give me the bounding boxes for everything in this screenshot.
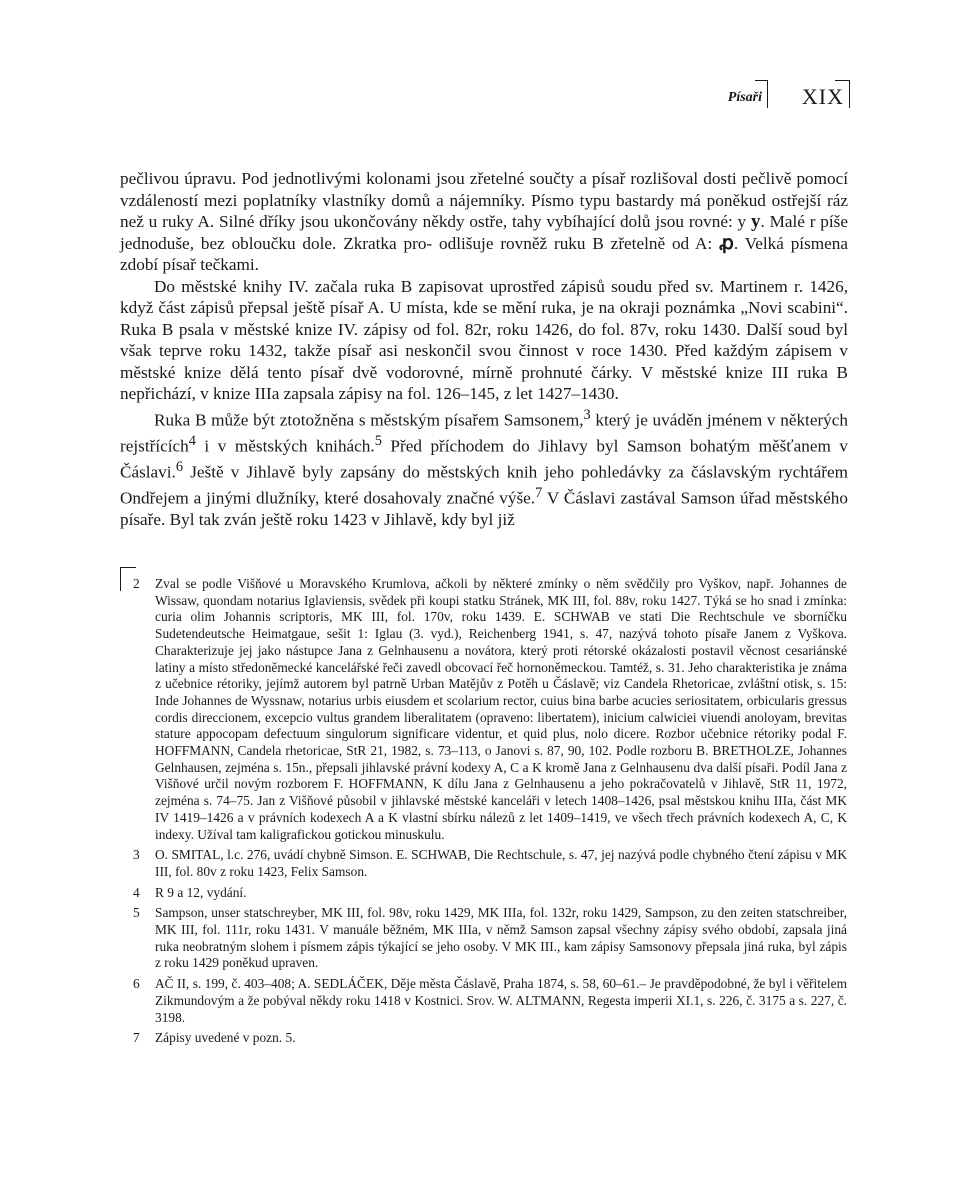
- footnote-text: Sampson, unser statschreyber, MK III, fol. 98v, roku 1429, MK IIIa, fol. 132r, roku 1429, Sampson, zu den zeiten statschreiber, MK III, fol. 111r, roku 1431. V manuále běžném, MK IIIa, v němž Samson zapsal všechny zápisy svého období, zapsala jiná ruka neobratným slohem i písmem zápis týkající se jeho osoby. V MK III., kam zápisy Samsonovy přepsala jiná ruka, byl zápis z roku 1429 poněkud upraven.: [155, 905, 847, 971]
- footnote-number: 3: [133, 847, 140, 863]
- footnote-ref-6[interactable]: 6: [175, 458, 184, 475]
- page-number: XIX: [801, 84, 844, 109]
- footnotes: [133, 576, 847, 1051]
- footnote-ref-5[interactable]: 5: [374, 432, 382, 449]
- footnote-ref-7[interactable]: 7: [535, 485, 543, 502]
- footnote-ref-3[interactable]: 3: [583, 406, 591, 423]
- text-run: Ruka B může být ztotožněna s městským písařem Samsonem,: [154, 410, 584, 430]
- section-title: Písaři: [727, 90, 762, 105]
- footnote: [133, 847, 847, 880]
- footnote-number: 7: [133, 1030, 140, 1046]
- footnote: [133, 576, 847, 843]
- letter-y-sample-glyph: y: [750, 211, 761, 232]
- main-text: [120, 168, 848, 531]
- text-run: V Čáslavi zastával Samson úřad městského písaře. Byl tak zván ještě roku 1423 v Jihlavě, kdy byl již: [120, 488, 848, 530]
- footnote-ref-4[interactable]: 4: [188, 432, 196, 449]
- footnote-text: O. SMITAL, l.c. 276, uvádí chybně Simson. E. SCHWAB, Die Rechtschule, s. 47, jej nazývá podle chybného čtení zápisu v MK III, fol. 80v z roku 1423, Felix Samson.: [155, 847, 847, 879]
- text-run: Před příchodem do Jihlavy byl Samson bohatým měšťanem v Čáslavi.: [120, 436, 848, 482]
- text-run: Ještě v Jihlavě byly zapsány do městských knih jeho pohledávky za čáslavským rychtářem Ondřejem a jinými dlužníky, které dosahovaly značné výše.: [120, 462, 848, 508]
- text-run: který je uváděn jménem v některých rejstřících: [120, 410, 848, 456]
- text-run: pečlivou úpravu. Pod jednotlivými kolonami jsou zřetelné součty a písař rozlišoval dosti pečlivě pomocí vzdáleností mezi poplatníky vlastníky domů a nájemníky. Písmo typu bastardy má poněkud ostřejší ráz než u ruky A. Silné dříky jsou ukončovány někdy ostře, tahy vybíhající dolů jsou rovné: y: [120, 169, 848, 231]
- running-header: [690, 80, 850, 110]
- footnote-text: R 9 a 12, vydání.: [155, 884, 247, 900]
- footnote-text: Zval se podle Višňové u Moravského Krumlova, ačkoli by některé zmínky o něm svědčily pro Vyškov, např. Johannes de Wissaw, quondam notarius Iglaviensis, svědek při koupi statku Stránek, MK III, fol. 88v, roku 1427. Týká se ho snad i zmínka: curia olim Johannis scriptoris, MK III, fol. 170v, roku 1439. E. SCHWAB ve stati Die Rechtschule ve sborníčku Sudetendeutsche Heimatgaue, sešit 1: Iglau (3. vyd.), Reichenberg 1941, s. 47, nazývá tohoto písaře Janem z Vyškova. Charakterizuje jej jako nástupce Jana z Gelnhausenu a novátora, který proti rétorské okázalosti postavil věcnost cesariánské latiny a místo středoněmecké kancelářské řeči zavedl obcovací řeč hornoněmeckou. Tamtéž, s. 31. Jeho charakteristika je známa z učebnice rétoriky, jejímž autorem byl patrně Urban Matějův z Potěh u Čáslavě; viz Candela Rhetoricae, zvláštní otisk, s. 15: Inde Johannes de Wyssnaw, notarius urbis eiusdem et scolarium rector, cuius bina barbe acucies seriositatem, orbicularis gressus cordis direccionem, excepcio vultus grandem liberalitatem (opraveno: libertatem), inicium calwiciei viuendi anoloyam, brevitas stature appocopam defectuum singulorum significare videntur, et quid plus, nolo dicere. Rozbor učebnice rétoriky podal F. HOFFMANN, Candela rhetoricae, StR 21, 1982, s. 73–113, o Janovi s. 87, 90, 102. Podle rozboru B. BRETHOLZE, Johannes Gelnhausen, zejména s. 15n., přepsali jihlavské právní kodexy A, C a K kromě Jana z Gelnhausenu dva další písaři. Podíl Jana z Višňové určil novým rozborem F. HOFFMANN, K dílu Jana z Gelnhausenu a jeho pokračovatelů v Jihlavě, StR 11, 1972, zejména s. 74–75. Jan z Višňové působil v jihlavské městské kanceláři v letech 1408–1426, psal městskou knihu IIIa, část MK IV 1419–1426 a v právních kodexech A a K vlastní sbírku nálezů z let 1409–1419, ve všech třech právních kodexech A, C, K indexy. Užíval tam kaligrafickou gotickou minuskulu.: [155, 576, 847, 842]
- footnote: [133, 1030, 847, 1047]
- footnote-number: 5: [133, 905, 140, 921]
- footnote-text: AČ II, s. 199, č. 403–408; A. SEDLÁČEK, Děje města Čáslavě, Praha 1874, s. 58, 60–61.– Je pravděpodobné, že byl i věřitelem Zikmundovým a že pobýval někdy roku 1418 v Kostnici. Srov. W. ALTMANN, Regesta imperii XI.1, s. 226, č. 3175 a s. 227, č. 3198.: [155, 976, 847, 1025]
- footnote-number: 4: [133, 884, 140, 900]
- paragraph-2: Do městské knihy IV. začala ruka B zapisovat uprostřed zápisů soudu před sv. Martinem r. 1426, když část zápisů přepsal ještě písař A. U místa, kde se mění ruka, je na okraji poznámka „Novi scabini“. Ruka B psala v městské knize IV. zápisy od fol. 82r, roku 1426, do fol. 87v, roku 1430. Další soud byl však teprve roku 1432, takže písař asi neskončil svou činnost v roce 1430. Před každým zápisem v městské knize dělá tento písař dvě vodorovné, mírně prohnuté čárky. V městské knize III ruka B nepřichází, v knize IIIa zapsala zápisy na fol. 126–145, z let 1427–1430.: [120, 276, 848, 403]
- footnote-number: 2: [133, 576, 140, 591]
- footnote: [133, 905, 847, 972]
- pro-abbreviation-glyph: ꝓ: [719, 232, 734, 254]
- header-corner-mark: [767, 80, 768, 108]
- text-run: . Malé r píše jednoduše, bez obloučku dole. Zkratka pro- odlišuje rovněž ruku B zřetelně od A:: [120, 212, 848, 253]
- footnote: [133, 976, 847, 1026]
- page-number-corner-mark: [849, 80, 850, 108]
- footnote-number: 6: [133, 976, 140, 992]
- paragraph-1: [120, 168, 848, 276]
- paragraph-3: [120, 405, 848, 531]
- footnote: [133, 885, 847, 902]
- text-run: . Velká písmena zdobí písař tečkami.: [120, 233, 848, 274]
- footnote-text: Zápisy uvedené v pozn. 5.: [155, 1030, 296, 1046]
- text-run: i v městských knihách.: [195, 436, 375, 456]
